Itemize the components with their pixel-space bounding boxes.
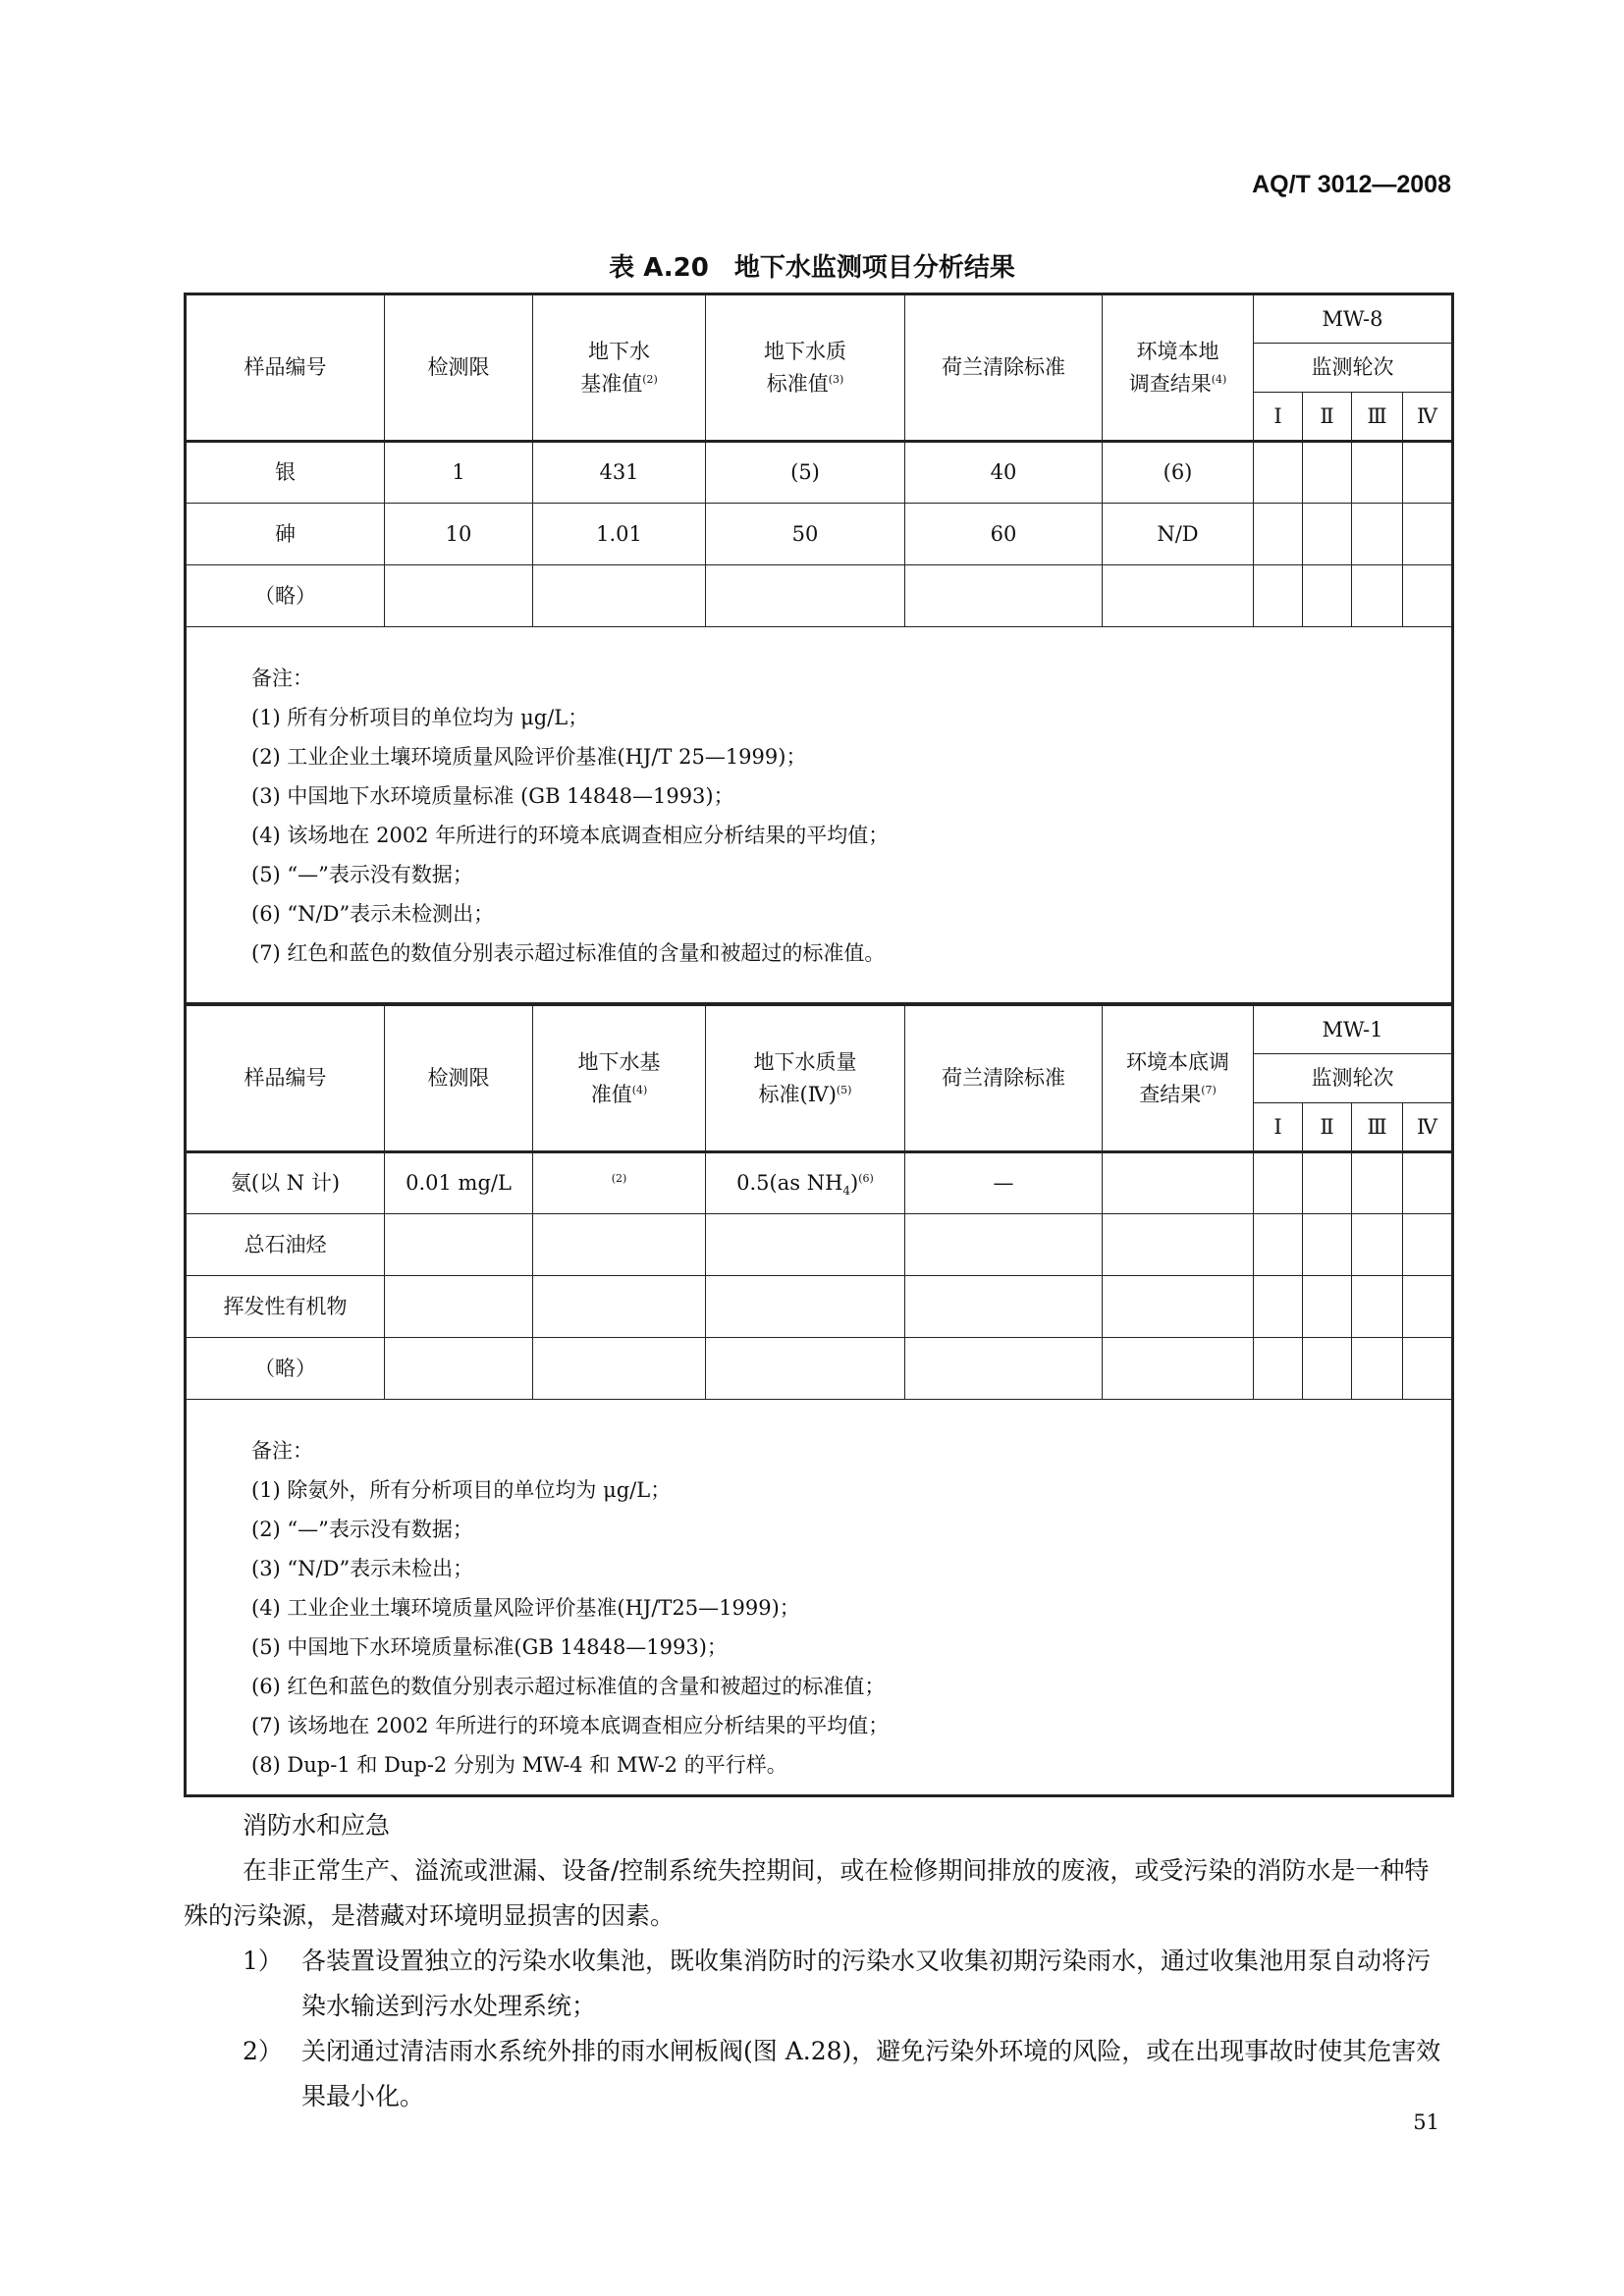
col-gw-quality: 地下水质量 标准(Ⅳ)$^{(5)}$ [706, 1005, 905, 1152]
list-item: 2） 关闭通过清洁雨水系统外排的雨水闸板阀(图 A.28)，避免污染外环境的风险，或在出现事故时使其危害效果最小化。 [243, 2037, 1441, 2110]
col-detection-limit: 检测限 [385, 1005, 533, 1152]
col-sample-id: 样品编号 [186, 294, 385, 442]
round-3: Ⅲ [1352, 1103, 1403, 1152]
paragraph: 在非正常生产、溢流或泄漏、设备/控制系统失控期间，或在检修期间排放的废液，或受污染的消防水是一种特殊的污染源，是潜藏对环境明显损害的因素。 [184, 1856, 1430, 1930]
page-number: 51 [1413, 2110, 1439, 2134]
table-mw1 [184, 1003, 1454, 1797]
col-sample-id: 样品编号 [186, 1005, 385, 1152]
col-gw-quality: 地下水质 标准值$^{(3)}$ [706, 294, 905, 442]
col-well-id: MW-1 [1254, 1005, 1453, 1054]
col-dutch-standard: 荷兰清除标准 [905, 294, 1103, 442]
table-row: （略） [186, 565, 1453, 627]
col-env-survey: 环境本地 调查结果$^{(4)}$ [1103, 294, 1254, 442]
table-title: 表 A.20 地下水监测项目分析结果 [609, 253, 1015, 283]
col-rounds: 监测轮次 [1254, 344, 1453, 393]
col-detection-limit: 检测限 [385, 294, 533, 442]
round-4: Ⅳ [1403, 393, 1453, 442]
list-item: 1） 各装置设置独立的污染水收集池，既收集消防时的污染水又收集初期污染雨水，通过收集池用泵自动将污染水输送到污水处理系统； [243, 1947, 1432, 2020]
section-heading: 消防水和应急 [243, 1811, 391, 1840]
table-row: （略） [186, 1338, 1453, 1400]
body-text [184, 1803, 1451, 2119]
standard-code: AQ/T 3012—2008 [1252, 171, 1451, 198]
col-env-survey: 环境本底调 查结果$^{(7)}$ [1103, 1005, 1254, 1152]
col-well-id: MW-8 [1254, 294, 1453, 344]
round-2: Ⅱ [1303, 393, 1352, 442]
table2-notes: 备注： (1) 除氨外，所有分析项目的单位均为 μg/L； (2) “—”表示没有数据； (3) “N/D”表示未检出； (4) 工业企业土壤环境质量风险评价基准(HJ/T25—1999)； (5) 中国地下水环境质量标准(GB 14848—1993)； (6) 红色和蓝色的数值分别表示超过标准值的含量和被超过的标准值； (7) 该场地在 2002 年所进行的环境本底调查相应分析结果的平均值； (8) Dup-1 和 Dup-2 分别为 MW-4 和 MW-2 的平行样。 [186, 1400, 1453, 1796]
table-row: 挥发性有机物 [186, 1276, 1453, 1338]
round-3: Ⅲ [1352, 393, 1403, 442]
round-1: Ⅰ [1254, 1103, 1303, 1152]
col-gw-baseline: 地下水 基准值$^{(2)}$ [533, 294, 706, 442]
table-row: 银 1 431 (5) 40 (6) [186, 442, 1453, 504]
col-gw-baseline: 地下水基 准值$^{(4)}$ [533, 1005, 706, 1152]
table-mw8 [184, 293, 1454, 1005]
table-row: 砷 10 1.01 50 60 N/D [186, 504, 1453, 565]
col-dutch-standard: 荷兰清除标准 [905, 1005, 1103, 1152]
round-1: Ⅰ [1254, 393, 1303, 442]
col-rounds: 监测轮次 [1254, 1054, 1453, 1103]
table1-notes: 备注： (1) 所有分析项目的单位均为 μg/L； (2) 工业企业土壤环境质量风险评价基准(HJ/T 25—1999)； (3) 中国地下水环境质量标准 (GB 14848—1993)； (4) 该场地在 2002 年所进行的环境本底调查相应分析结果的平均值； (5) “—”表示没有数据； (6) “N/D”表示未检测出； (7) 红色和蓝色的数值分别表示超过标准值的含量和被超过的标准值。 [186, 627, 1453, 1004]
round-2: Ⅱ [1303, 1103, 1352, 1152]
round-4: Ⅳ [1403, 1103, 1453, 1152]
table-row: 氨(以 N 计) 0.01 mg/L $^{(2)}$ 0.5(as $NH_4)^{(6)}$ — [186, 1152, 1453, 1214]
table-row: 总石油烃 [186, 1214, 1453, 1276]
